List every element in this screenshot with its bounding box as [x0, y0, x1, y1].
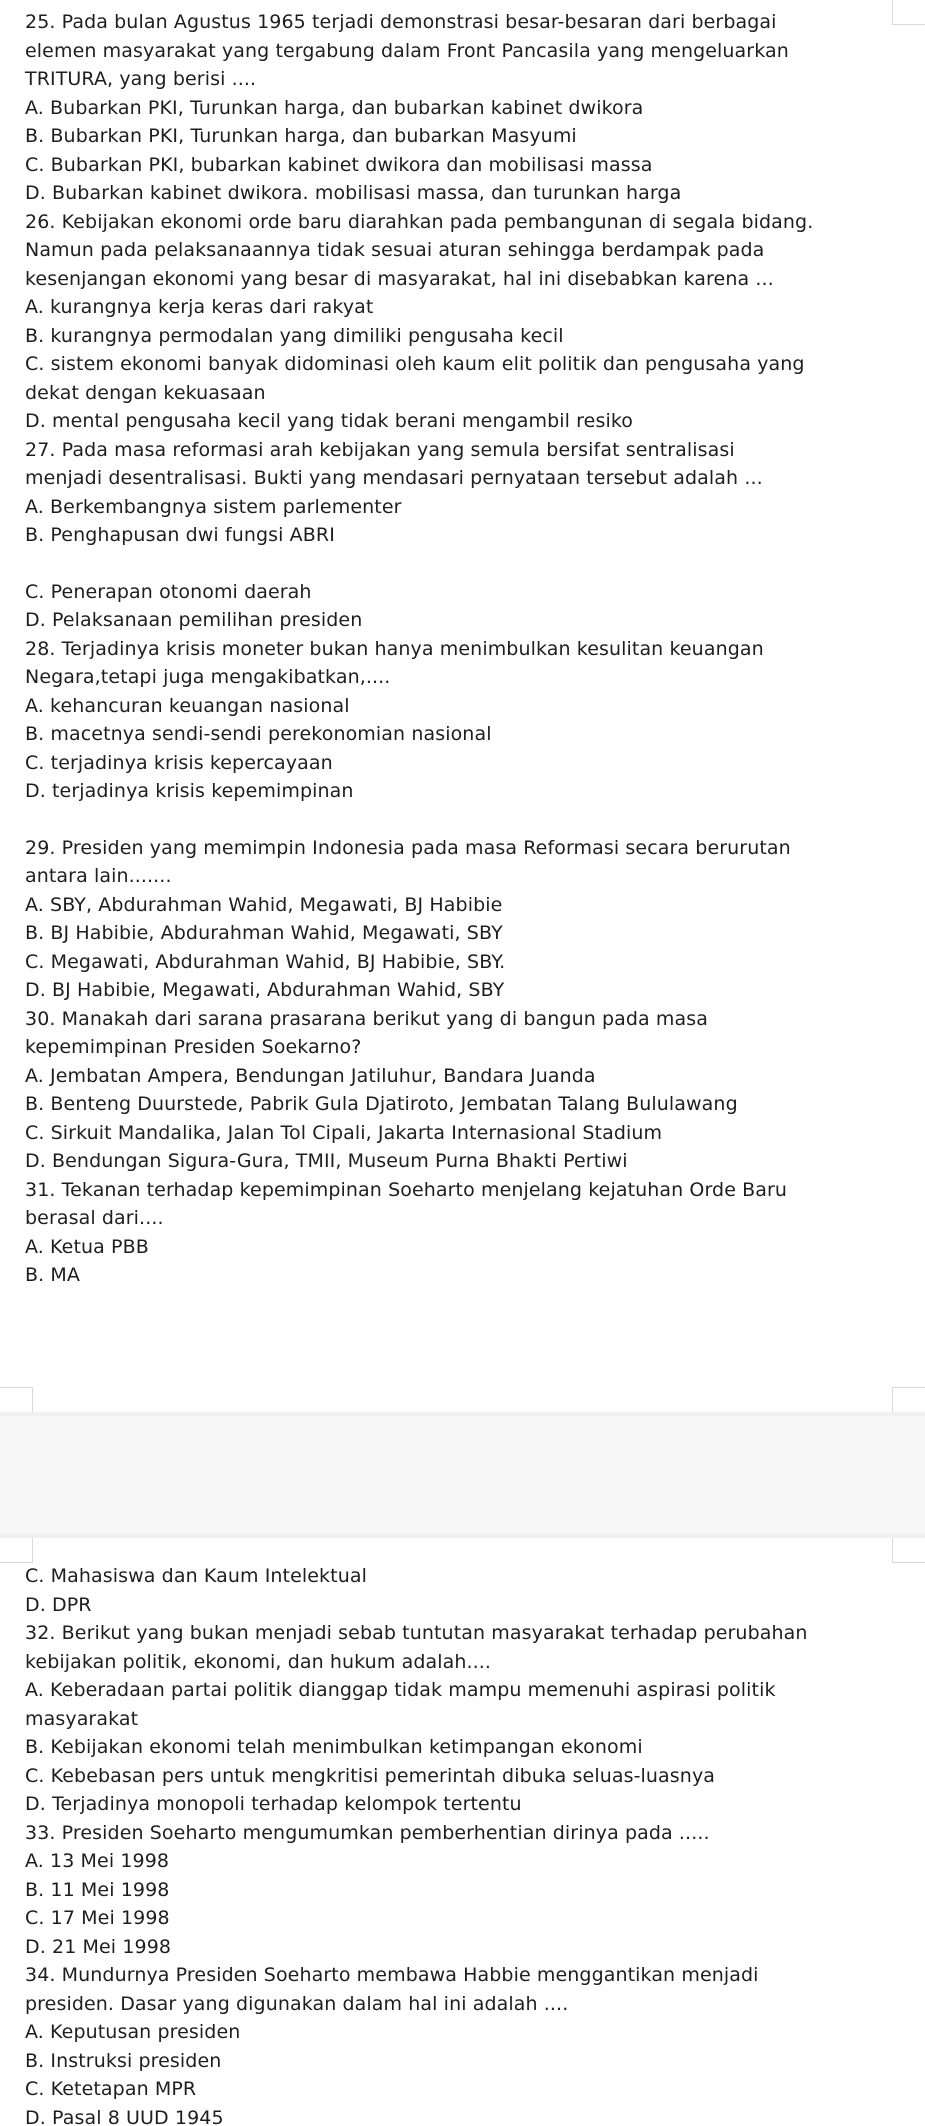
text-line: D. mental pengusaha kecil yang tidak berani mengambil resiko — [25, 410, 633, 432]
page-break — [0, 1412, 925, 1538]
blank-line — [25, 550, 910, 578]
text-line: B. Penghapusan dwi fungsi ABRI — [25, 524, 335, 546]
blank-line — [25, 806, 910, 834]
text-line: kebijakan politik, ekonomi, dan hukum adalah.... — [25, 1650, 492, 1673]
page-corner-mark — [892, 1387, 925, 1412]
text-line: 33. Presiden Soeharto mengumumkan pemberhentian dirinya pada ..... — [25, 1821, 710, 1844]
text-line: menjadi desentralisasi. Bukti yang mendasari pernyataan tersebut adalah ... — [25, 467, 763, 489]
text-line: B. Bubarkan PKI, Turunkan harga, dan bubarkan Masyumi — [25, 125, 577, 147]
text-line: B. Kebijakan ekonomi telah menimbulkan ketimpangan ekonomi — [25, 1736, 643, 1758]
text-line: B. macetnya sendi-sendi perekonomian nasional — [25, 723, 492, 745]
text-line: D. Bubarkan kabinet dwikora. mobilisasi massa, dan turunkan harga — [25, 182, 682, 204]
text-line: C. Megawati, Abdurahman Wahid, BJ Habibie, SBY. — [25, 950, 506, 973]
text-line: 34. Mundurnya Presiden Soeharto membawa Habbie menggantikan menjadi — [25, 1964, 759, 1986]
text-line: C. Mahasiswa dan Kaum Intelektual — [25, 1565, 367, 1587]
text-line: C. Bubarkan PKI, bubarkan kabinet dwikora dan mobilisasi massa — [25, 153, 653, 176]
text-line: C. Kebebasan pers untuk mengkritisi pemerintah dibuka seluas-luasnya — [25, 1764, 716, 1787]
text-line: B. Instruksi presiden — [25, 2049, 222, 2072]
page-2-text — [25, 1562, 910, 2126]
text-line: 31. Tekanan terhadap kepemimpinan Soeharto menjelang kejatuhan Orde Baru — [25, 1178, 788, 1201]
page-break-edge — [0, 1412, 925, 1416]
text-line: berasal dari.... — [25, 1207, 164, 1229]
text-line: dekat dengan kekuasaan — [25, 381, 266, 404]
text-line: C. Ketetapan MPR — [25, 2078, 197, 2100]
text-line: C. Sirkuit Mandalika, Jalan Tol Cipali, Jakarta Internasional Stadium — [25, 1121, 663, 1144]
text-line: C. 17 Mei 1998 — [25, 1907, 170, 1929]
text-line: 32. Berikut yang bukan menjadi sebab tuntutan masyarakat terhadap perubahan — [25, 1622, 808, 1644]
text-line: C. Penerapan otonomi daerah — [25, 580, 312, 603]
page-corner-mark — [0, 1387, 33, 1412]
text-line: kesenjangan ekonomi yang besar di masyarakat, hal ini disebabkan karena ... — [25, 267, 774, 290]
text-line: A. kurangnya kerja keras dari rakyat — [25, 296, 374, 318]
text-line: A. Ketua PBB — [25, 1235, 149, 1258]
text-line: B. 11 Mei 1998 — [25, 1878, 170, 1901]
text-line: TRITURA, yang berisi .... — [25, 68, 257, 90]
text-line: Namun pada pelaksanaannya tidak sesuai aturan sehingga berdampak pada — [25, 239, 765, 261]
text-line: D. Pelaksanaan pemilihan presiden — [25, 609, 363, 631]
page-1-text — [25, 8, 910, 1290]
page-corner-mark — [0, 1538, 33, 1563]
text-line: C. terjadinya krisis kepercayaan — [25, 751, 333, 774]
text-line: D. 21 Mei 1998 — [25, 1935, 172, 1958]
text-line: B. BJ Habibie, Abdurahman Wahid, Megawati, SBY — [25, 922, 503, 944]
text-line: antara lain....... — [25, 865, 172, 887]
text-line: D. Pasal 8 UUD 1945 — [25, 2106, 224, 2126]
text-line: elemen masyarakat yang tergabung dalam Front Pancasila yang mengeluarkan — [25, 39, 789, 62]
text-line: B. kurangnya permodalan yang dimiliki pengusaha kecil — [25, 324, 564, 347]
text-line: D. Bendungan Sigura-Gura, TMII, Museum Purna Bhakti Pertiwi — [25, 1150, 628, 1172]
text-line: 29. Presiden yang memimpin Indonesia pada masa Reformasi secara berurutan — [25, 836, 791, 859]
text-line: D. BJ Habibie, Megawati, Abdurahman Wahid, SBY — [25, 979, 505, 1001]
text-line: A. SBY, Abdurahman Wahid, Megawati, BJ Habibie — [25, 893, 503, 916]
text-line: 27. Pada masa reformasi arah kebijakan yang semula bersifat sentralisasi — [25, 438, 735, 461]
text-line: D. terjadinya krisis kepemimpinan — [25, 780, 354, 802]
text-line: C. sistem ekonomi banyak didominasi oleh kaum elit politik dan pengusaha yang — [25, 353, 805, 375]
text-line: 25. Pada bulan Agustus 1965 terjadi demonstrasi besar-besaran dari berbagai — [25, 11, 777, 33]
text-line: A. Keberadaan partai politik dianggap tidak mampu memenuhi aspirasi politik — [25, 1679, 776, 1701]
text-line: D. DPR — [25, 1593, 92, 1616]
text-line: A. 13 Mei 1998 — [25, 1850, 170, 1872]
text-line: masyarakat — [25, 1707, 139, 1730]
text-line: A. kehancuran keuangan nasional — [25, 694, 350, 717]
text-line: B. Benteng Duurstede, Pabrik Gula Djatiroto, Jembatan Talang Bululawang — [25, 1093, 738, 1115]
text-line: 26. Kebijakan ekonomi orde baru diarahkan pada pembangunan di segala bidang. — [25, 210, 814, 233]
text-line: 30. Manakah dari sarana prasarana berikut yang di bangun pada masa — [25, 1007, 709, 1030]
text-line: B. MA — [25, 1264, 81, 1286]
text-line: kepemimpinan Presiden Soekarno? — [25, 1036, 362, 1058]
text-line: presiden. Dasar yang digunakan dalam hal ini adalah .... — [25, 1992, 569, 2015]
text-line: A. Jembatan Ampera, Bendungan Jatiluhur, Bandara Juanda — [25, 1064, 596, 1087]
text-line: A. Bubarkan PKI, Turunkan harga, dan bubarkan kabinet dwikora — [25, 96, 644, 119]
text-line: Negara,tetapi juga mengakibatkan,.... — [25, 666, 391, 688]
text-line: A. Keputusan presiden — [25, 2021, 241, 2043]
page-corner-mark — [892, 1538, 925, 1563]
document-page-2 — [0, 1538, 925, 2126]
text-line: D. Terjadinya monopoli terhadap kelompok tertentu — [25, 1793, 522, 1815]
text-line: A. Berkembangnya sistem parlementer — [25, 495, 402, 518]
text-line: 28. Terjadinya krisis moneter bukan hanya menimbulkan kesulitan keuangan — [25, 637, 764, 660]
